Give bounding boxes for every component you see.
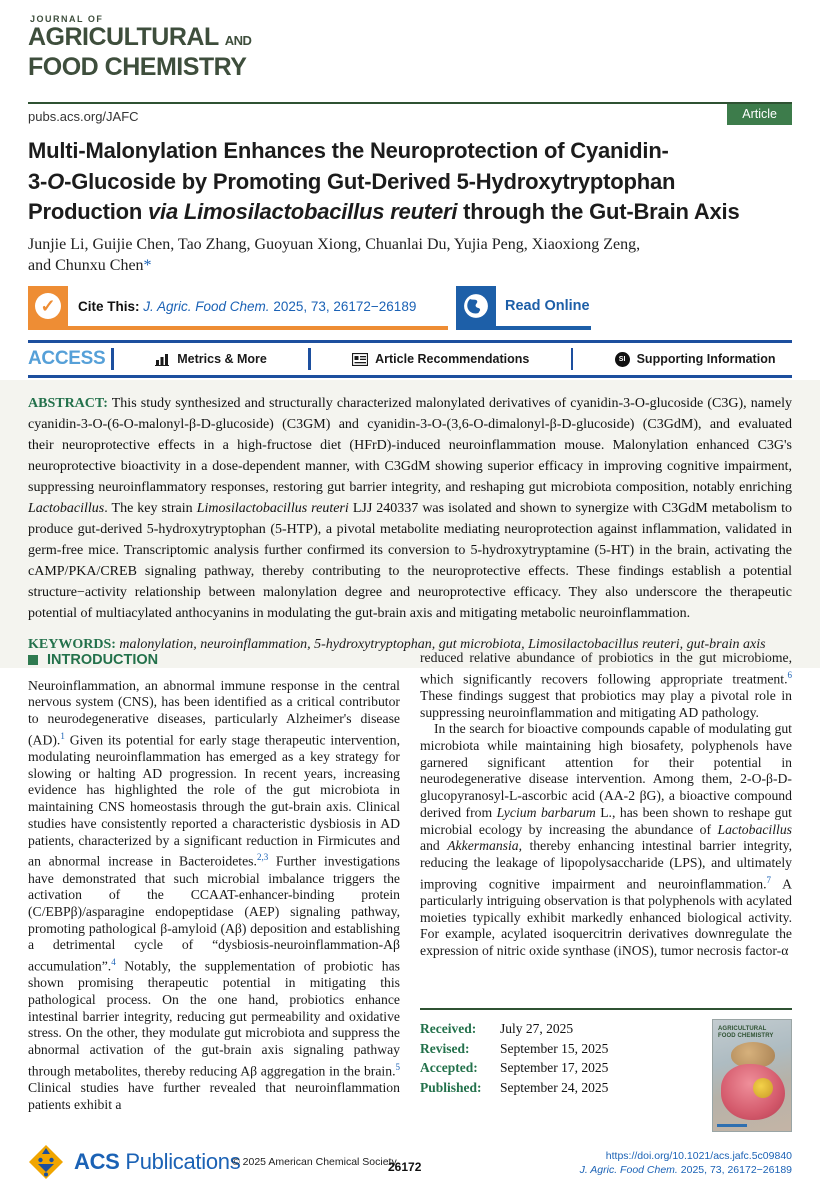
author-list [28, 234, 792, 276]
abstract-section [0, 380, 820, 668]
page-number: 26172 [388, 1160, 422, 1174]
abstract-text: ABSTRACT: This study synthesized and structurally characterized malonylated derivatives of cyanidin-3-O-glucoside (C3G), namely cyanidin-3-O-(6-O-malonyl-β-D-glucoside) (C3GM) and cyanidin-3-O-(3,6-O-dimalonyl-β-D-glucoside) (C3GdM), and evaluated their neuroprotective effects in a high-fructose diet (HFrD)-induced neuroinflammation mouse. Malonylation enhanced C3G's neuroprotective bioactivity in a dose-dependent manner, with C3GdM showing superior efficacy in improving cognitive impairment, suppressing neuroinflammatory responses, restoring gut barrier integrity, and reshaping gut microbiota composition, notably enriching Lactobacillus. The key strain Limosilactobacillus reuteri LJJ 240337 was isolated and shown to synergize with C3GdM metabolism to produce gut-derived 5-hydroxytryptophan (5-HTP), a pivotal metabolite mediating neuroprotection against inflammation, validated in germ-free mice. Transcriptomic analysis further confirmed its conversion to 5-hydroxytryptamine (5-HT) in the brain, activating the cAMP/PKA/CREB signaling pathway, thereby contributing to the neuroprotective effects. These findings establish a potential structure−activity relationship between malonylation degree and neuroprotective efficacy. They also underscore the therapeutic potential of multiacylated anthocyanins in modulating the gut-brain axis and mitigating metabolic neuroinflammation. [28, 396, 792, 621]
citation-bar [28, 286, 792, 330]
read-online-label: Read Online [505, 298, 590, 314]
introduction-paragraph-2: In the search for bioactive compounds capable of modulating gut microbiota while maintaining high biosafety, polyphenols have garnered significant attention for their potential in neurodegenerative disease intervention. Among them, 2-O-β-D-glucopyranosyl-L-ascorbic acid (AA-2 βG), a bioactive compound derived from Lycium barbarum L., has been shown to reshape gut microbial ecology by increasing the abundance of Lactobacillus and Akkermansia, thereby enhancing intestinal barrier integrity, reducing the leakage of lipopolysaccharide (LPS), and ultimately improving cognitive impairment and neuroinflammation.$^7$ A particularly intriguing observation is that polyphenols with acylated moieties typically exhibit markedly enhanced biological activity. For example, acylated isoquercitrin derivatives downregulate the expression of nitric oxide synthase (iNOS), tumor necrosis factor-α [420, 721, 792, 959]
article-history-section [420, 1008, 792, 1132]
footer-links [580, 1149, 792, 1177]
abstract-label: ABSTRACT: [28, 396, 108, 411]
introduction-heading: INTRODUCTION [28, 652, 400, 669]
body-column-left [28, 652, 400, 1120]
introduction-paragraph-1: Neuroinflammation, an abnormal immune response in the central nervous system (CNS), has been identified as a critical contributor to neurodegenerative diseases, particularly Alzheimer's disease (AD).$^1$ Given its potential for early stage therapeutic intervention, modulating neuroinflammation has emerged as a key strategy for slowing or halting AD progression. In recent years, increasing evidence has highlighted the role of the gut microbiota in maintaining CNS homeostasis through the gut-brain axis. Clinical studies have consistently reported a characteristic dysbiosis in AD patients, characterized by a significant reduction in Firmicutes and an abnormal increase in Bacteroidetes.$^{2,3}$ Further investigations have demonstrated that such microbial imbalance triggers the activation of the CCAAT-enhancer-binding protein (C/EBPβ)/asparagine endopeptidase (AEP) signaling pathway, promoting pathological β-amyloid (Aβ) deposition and establishing a detrimental cycle of “dysbiosis-neuroinflammation-Aβ accumulation”.$^4$ Notably, the supplementation of probiotic has shown promising therapeutic potential in mitigating this pathological process. On the one hand, probiotics enhance intestinal barrier integrity, reducing gut permeability and oxidative stress. On the other, they modulate gut microbiota and suppress the abnormal activation of the gut-brain axis signaling pathway through metabolites, thereby reducing Aβ aggregation in the brain.$^5$ Clinical studies have further revealed that neuroinflammation patients exhibit a [28, 677, 400, 1112]
copyright-text: © 2025 American Chemical Society [232, 1156, 397, 1168]
access-link[interactable]: ACCESS [28, 348, 106, 369]
revised-row: Revised: September 15, 2025 [420, 1040, 609, 1056]
article-title: Multi-Malonylation Enhances the Neuroprotection of Cyanidin- 3-O-Glucoside by Promoting Gut-Derived 5-Hydroxytryptophan Production via Limosilactobacillus reuteri through the Gut-Brain Axis [28, 138, 740, 224]
cover-art-accent [753, 1078, 773, 1098]
article-recommendations-link[interactable]: Article Recommendations [352, 352, 529, 366]
supporting-information-link[interactable]: SI Supporting Information [615, 352, 776, 367]
cite-this-label: Cite This: [78, 298, 140, 314]
si-icon: SI [615, 352, 630, 367]
acs-diamond-icon [26, 1142, 66, 1182]
journal-citation-link[interactable]: J. Agric. Food Chem. 2025, 73, 26172−26189 [579, 1164, 792, 1176]
journal-logo [28, 14, 251, 81]
journal-url-link[interactable]: pubs.acs.org/JAFC [28, 109, 139, 124]
metrics-link[interactable]: Metrics & More [155, 352, 267, 366]
received-row: Received: July 27, 2025 [420, 1021, 574, 1036]
divider [308, 348, 311, 370]
section-square-icon [28, 655, 38, 665]
divider [571, 348, 574, 370]
introduction-paragraph-1-continued: reduced relative abundance of probiotics in the gut microbiome, which significantly recovers following appropriate treatment.$^6$ These findings suggest that probiotics may play a pivotal role in suppressing neuroinflammation and mitigating AD pathology. [420, 650, 792, 720]
keywords-label: KEYWORDS: [28, 637, 116, 652]
body-column-right [420, 650, 792, 1002]
article-type-badge: Article [727, 104, 792, 125]
recommendations-icon [352, 353, 368, 366]
authors-line1: Junjie Li, Guijie Chen, Tao Zhang, Guoyuan Xiong, Chuanlai Du, Yujia Peng, Xiaoxiong Zeng, [28, 236, 641, 253]
globe-icon [456, 286, 496, 326]
access-toolbar [28, 340, 792, 378]
cite-this-link[interactable] [28, 286, 448, 330]
read-online-button[interactable] [456, 286, 591, 330]
journal-name-line1: AGRICULTURAL AND [28, 23, 252, 51]
journal-name-line2: FOOD CHEMISTRY [28, 53, 247, 81]
article-history-dates [420, 1019, 608, 1132]
cover-journal-title: AGRICULTURAL FOOD CHEMISTRY [718, 1026, 774, 1039]
cite-reference: J. Agric. Food Chem. 2025, 73, 26172−26189 [139, 298, 417, 314]
bar-chart-icon [155, 353, 170, 366]
divider [111, 348, 114, 370]
published-row: Published: September 24, 2025 [420, 1079, 609, 1095]
page-footer [0, 1140, 820, 1187]
doi-link[interactable]: https://doi.org/10.1021/acs.jafc.5c09840 [605, 1150, 792, 1162]
acs-publications-logo[interactable]: ACS Publications [26, 1142, 240, 1182]
header-divider [28, 102, 792, 104]
accepted-row: Accepted: September 17, 2025 [420, 1060, 609, 1075]
cover-publisher-strip [717, 1124, 747, 1127]
check-icon: ✓ [28, 286, 68, 326]
journal-of-label: JOURNAL OF [30, 14, 104, 24]
keywords-text: malonylation, neuroinflammation, 5-hydroxytryptophan, gut microbiota, Limosilactobacillus reuteri, gut-brain axis [115, 637, 766, 652]
authors-line2: and Chunxu Chen* [28, 257, 152, 274]
journal-cover-thumbnail[interactable] [712, 1019, 792, 1132]
